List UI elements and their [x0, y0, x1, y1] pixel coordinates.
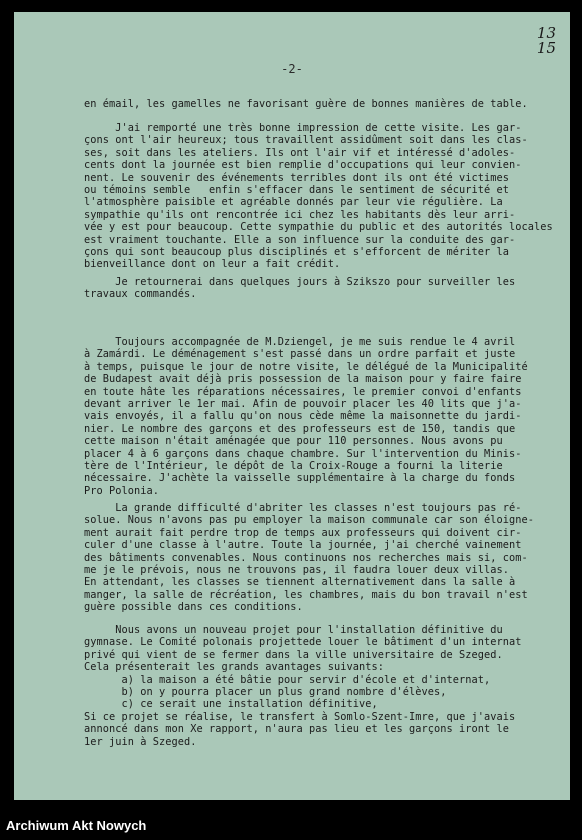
handwritten-mark-bottom: 15 — [536, 39, 556, 57]
page-number: -2- — [281, 62, 303, 76]
paragraph-6: Nous avons un nouveau projet pour l'installation définitive du gymnase. Le Comité polonais projettede louer le bâtiment d'un internat privé qui vient de se fermer dans la ville universitaire de Szeged. Cela présenterait les grands avantages suivants: a) la maison a été bâtie pour servir d'école et d'internat, b) on y pourra placer un plus grand nombre d'élèves, c) ce serait une installation définitive, Si ce projet se réalise, le transfert à Somlo-Szent-Imre, que j'avais annoncé dans mon Xe rapport, n'aura pas lieu et les garçons iront le 1er juin à Szeged. — [84, 624, 522, 748]
document-page — [14, 12, 570, 800]
paragraph-4: Toujours accompagnée de M.Dziengel, je me suis rendue le 4 avril à Zamárdi. Le déménagement s'est passé dans un ordre parfait et juste à temps, puisque le jour de notre visite, le délégué de la Municipalité de Budapest avait déjà pris possession de la maison pour y faire faire en toute hâte les réparations nécessaires, le premier convoi d'enfants devant arriver le 1er mai. Afin de pouvoir placer les 40 lits que j'a- vais envoyés, il a fallu qu'on nous cède même la maisonnette du jardi- nier. Le nombre des garçons et des professeurs est de 150, tandis que cette maison n'était aménagée que pour 110 personnes. Nous avons pu placer 4 à 6 garçons dans chaque chambre. Sur l'intervention du Minis- tère de l'Intérieur, le dépôt de la Croix-Rouge a fourni la literie nécessaire. J'achète la vaisselle supplémentaire à la charge du fonds Pro Polonia. — [84, 336, 528, 497]
archive-footer — [0, 806, 582, 840]
handwritten-page-mark — [537, 26, 556, 56]
archive-name: Archiwum Akt Nowych — [6, 818, 147, 833]
paragraph-2: J'ai remporté une très bonne impression de cette visite. Les gar- çons ont l'air heureux; tous travaillent assidûment soit dans les clas- ses, soit dans les ateliers. Ils ont l'air vif et intéressé d'adoles- cents dont la journée est bien remplie d'occupations qui leur convien- nent. Le souvenir des événements terribles dont ils ont été victimes ou témoins semble enfin s'effacer dans le sentiment de sécurité et l'atmosphère paisible et agréable donnés par leur vie régulière. La sympathie qu'ils ont rencontrée ici chez les habitants dès leur arri- vée y est pour beaucoup. Cette sympathie du public et des autorités locales est vraiment touchante. Elle a son influence sur la conduite des gar- çons qui sont beaucoup plus disciplinés et s'efforcent de mériter la bienveillance dont on leur a fait crédit. — [84, 122, 553, 271]
paragraph-1: en émail, les gamelles ne favorisant guère de bonnes manières de table. — [84, 98, 528, 110]
paragraph-3: Je retournerai dans quelques jours à Szikszo pour surveiller les travaux commandés. — [84, 276, 516, 301]
paragraph-5: La grande difficulté d'abriter les classes n'est toujours pas ré- solue. Nous n'avons pas pu employer la maison communale car son éloigne- ment aurait fait perdre trop de temps aux professeurs qui doivent cir- culer d'une classe à l'autre. Toute la journée, j'ai cherché vainement des bâtiments convenables. Nous continuons nos recherches mais si, com- me je le prévois, nous ne trouvons pas, il faudra louer deux villas. En attendant, les classes se tiennent alternativement dans la salle à manger, la salle de récréation, les chambres, mais du bon travail n'est guère possible dans ces conditions. — [84, 502, 534, 614]
handwritten-mark-top: 13 — [536, 24, 556, 42]
